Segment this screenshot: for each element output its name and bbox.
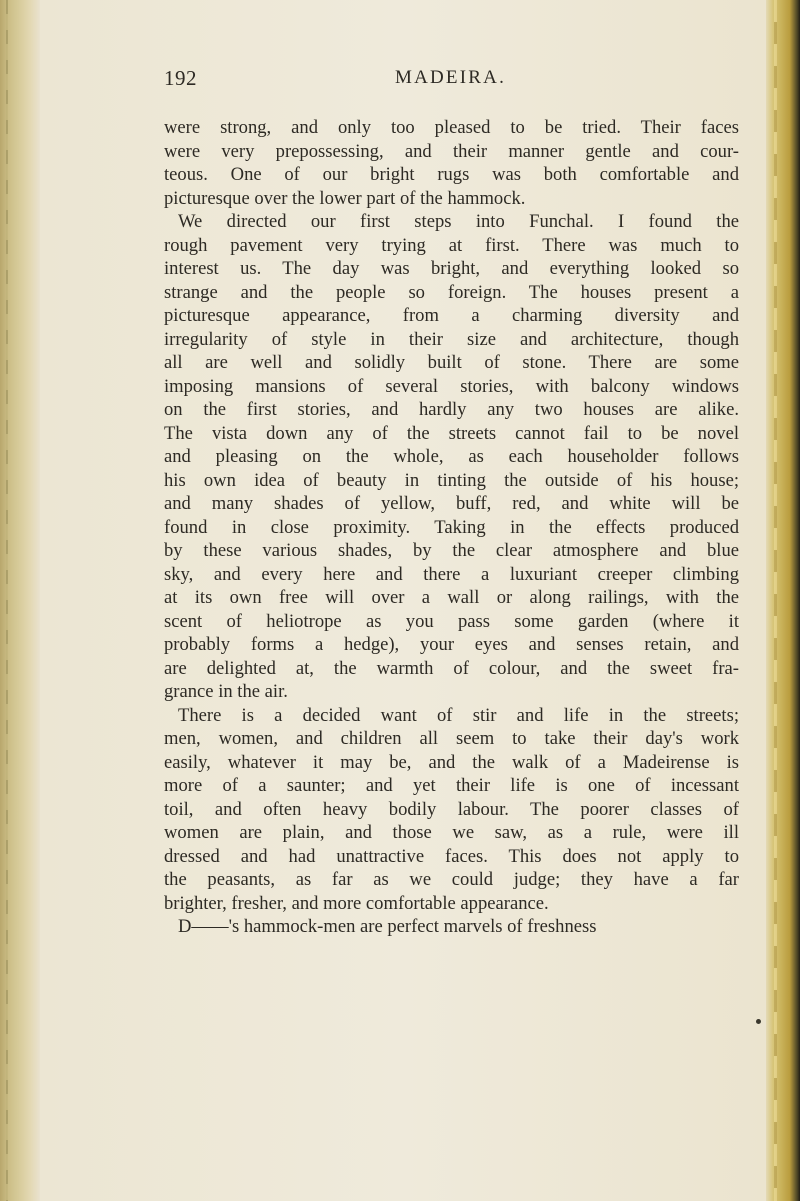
text-line: his own idea of beauty in tinting the outside of his house; bbox=[164, 469, 739, 491]
text-line: the peasants, as far as we could judge; they have a far bbox=[164, 869, 739, 890]
text-line: at its own free will over a wall or along railings, with the bbox=[164, 587, 739, 608]
text-line: on the first stories, and hardly any two houses are alike. bbox=[164, 399, 739, 420]
text-line: dressed and had unattractive faces. This does not apply to bbox=[164, 845, 739, 867]
text-line: brighter, fresher, and more comfortable appearance. bbox=[164, 892, 549, 914]
text-line: by these various shades, by the clear atmosphere and blue bbox=[164, 540, 739, 561]
text-line: scent of heliotrope as you pass some garden (where it bbox=[164, 610, 739, 632]
text-line: and many shades of yellow, buff, red, and white will be bbox=[164, 493, 739, 514]
text-line: were strong, and only too pleased to be tried. Their faces bbox=[164, 117, 739, 138]
text-line: men, women, and children all seem to take their day's work bbox=[164, 728, 739, 749]
page-edge-right bbox=[766, 0, 800, 1201]
body-text bbox=[164, 116, 739, 939]
page-header bbox=[0, 66, 800, 90]
text-line: imposing mansions of several stories, with balcony windows bbox=[164, 375, 739, 397]
text-line: sky, and every here and there a luxuriant creeper climbing bbox=[164, 563, 739, 585]
text-line: teous. One of our bright rugs was both comfortable and bbox=[164, 164, 739, 185]
text-line: found in close proximity. Taking in the effects produced bbox=[164, 516, 739, 538]
text-line: are delighted at, the warmth of colour, and the sweet fra- bbox=[164, 657, 739, 679]
text-line: and pleasing on the whole, as each householder follows bbox=[164, 446, 739, 467]
text-line: grance in the air. bbox=[164, 681, 288, 702]
text-line: interest us. The day was bright, and everything looked so bbox=[164, 258, 739, 279]
text-line: We directed our first steps into Funchal. I found the bbox=[178, 211, 739, 232]
text-line: rough pavement very trying at first. There was much to bbox=[164, 234, 739, 256]
text-line: probably forms a hedge), your eyes and senses retain, and bbox=[164, 634, 739, 655]
text-line: toil, and often heavy bodily labour. The poorer classes of bbox=[164, 798, 739, 820]
text-line: easily, whatever it may be, and the walk of a Madeirense is bbox=[164, 751, 739, 773]
ink-speck bbox=[756, 1019, 761, 1024]
text-line: picturesque appearance, from a charming diversity and bbox=[164, 305, 739, 326]
text-line: all are well and solidly built of stone. There are some bbox=[164, 352, 739, 373]
text-line: more of a saunter; and yet their life is one of incessant bbox=[164, 775, 739, 796]
running-head: MADEIRA. bbox=[395, 67, 507, 88]
text-line: women are plain, and those we saw, as a rule, were ill bbox=[164, 822, 739, 843]
text-line: There is a decided want of stir and life in the streets; bbox=[178, 704, 739, 726]
text-line: The vista down any of the streets cannot fail to be novel bbox=[164, 422, 739, 444]
text-line: irregularity of style in their size and architecture, though bbox=[164, 328, 739, 350]
page-number: 192 bbox=[164, 66, 197, 90]
text-line: D——'s hammock-men are perfect marvels of freshness bbox=[178, 916, 597, 937]
book-gutter-left bbox=[0, 0, 40, 1201]
text-line: strange and the people so foreign. The houses present a bbox=[164, 281, 739, 303]
text-line: picturesque over the lower part of the hammock. bbox=[164, 187, 526, 209]
text-line: were very prepossessing, and their manner gentle and cour- bbox=[164, 140, 739, 162]
